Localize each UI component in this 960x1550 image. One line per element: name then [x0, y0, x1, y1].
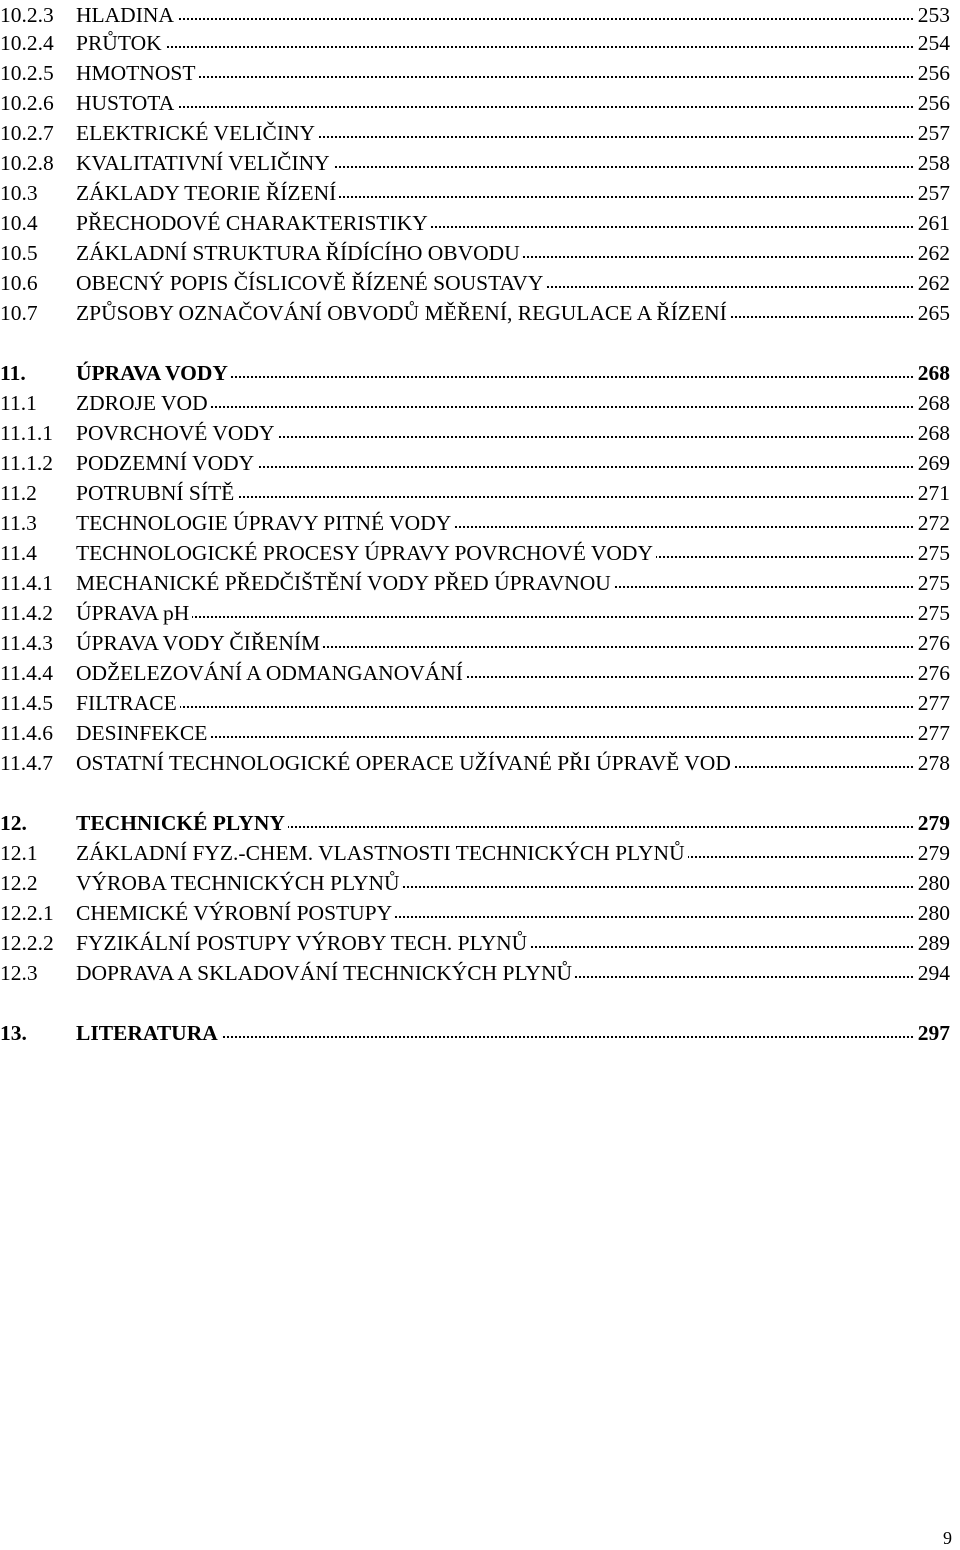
toc-entry-title: HUSTOTA [76, 88, 177, 118]
toc-entry-title: PODZEMNÍ VODY [76, 448, 257, 478]
toc-entry-page: 254 [915, 28, 950, 58]
toc-entry-page: 279 [915, 838, 950, 868]
toc-leader-dots [76, 88, 920, 108]
toc-entry-number: 11.1.2 [0, 451, 53, 475]
toc-leader-dots [76, 58, 920, 78]
toc-entry-title: DESINFEKCE [76, 718, 210, 748]
toc-entry[interactable] [0, 418, 950, 448]
toc-entry-page: 268 [915, 388, 950, 418]
toc-entry-title: MECHANICKÉ PŘEDČIŠTĚNÍ VODY PŘED ÚPRAVNOU [76, 568, 614, 598]
toc-entry-page: 256 [915, 88, 950, 118]
toc-entry-title: PŘECHODOVÉ CHARAKTERISTIKY [76, 208, 431, 238]
toc-entry-page: 257 [915, 178, 950, 208]
toc-entry-title: TECHNOLOGIE ÚPRAVY PITNÉ VODY [76, 508, 454, 538]
page-number: 9 [943, 1528, 952, 1548]
toc-entry-page: 294 [915, 958, 950, 988]
toc-entry-title: OSTATNÍ TECHNOLOGICKÉ OPERACE UŽÍVANÉ PŘI ÚPRAVĚ VOD [76, 748, 734, 778]
toc-entry-number: 11.4.2 [0, 601, 53, 625]
toc-entry-title: HMOTNOST [76, 58, 198, 88]
toc-entry-title: DOPRAVA A SKLADOVÁNÍ TECHNICKÝCH PLYNŮ [76, 958, 575, 988]
toc-entry-page: 279 [915, 808, 950, 838]
toc-entry-page: 257 [915, 118, 950, 148]
toc-entry-number: 12.1 [0, 841, 38, 865]
toc-entry[interactable] [0, 928, 950, 958]
toc-entry-title: ÚPRAVA VODY [76, 358, 231, 388]
toc-entry-number: 10.3 [0, 181, 38, 205]
toc-entry[interactable] [0, 58, 950, 88]
toc-entry[interactable] [0, 508, 950, 538]
toc-entry-page: 262 [915, 238, 950, 268]
toc-entry-number: 11.2 [0, 481, 37, 505]
toc-entry-page: 262 [915, 268, 950, 298]
toc-entry-page: 289 [915, 928, 950, 958]
toc-entry-number: 11.4 [0, 541, 37, 565]
toc-entry-title: HLADINA [76, 0, 177, 30]
toc-entry[interactable] [0, 148, 950, 178]
toc-entry-number: 12. [0, 811, 27, 835]
toc-entry[interactable] [0, 688, 950, 718]
toc-entry-number: 12.3 [0, 961, 38, 985]
toc-entry[interactable] [0, 388, 950, 418]
toc-entry-page: 276 [915, 658, 950, 688]
toc-entry-page: 276 [915, 628, 950, 658]
toc-entry-number: 11. [0, 361, 26, 385]
toc-entry-page: 271 [915, 478, 950, 508]
toc-entry-title: ELEKTRICKÉ VELIČINY [76, 118, 318, 148]
toc-entry[interactable] [0, 658, 950, 688]
toc-entry-title: KVALITATIVNÍ VELIČINY [76, 148, 333, 178]
toc-entry-number: 13. [0, 1021, 27, 1045]
toc-entry-number: 10.5 [0, 241, 38, 265]
toc-entry-title: TECHNICKÉ PLYNY [76, 808, 288, 838]
toc-entry[interactable] [0, 538, 950, 568]
toc-entry-title: OBECNÝ POPIS ČÍSLICOVĚ ŘÍZENÉ SOUSTAVY [76, 268, 546, 298]
toc-entry[interactable] [0, 868, 950, 898]
toc-entry[interactable] [0, 808, 950, 838]
toc-entry-title: ZPŮSOBY OZNAČOVÁNÍ OBVODŮ MĚŘENÍ, REGULACE A ŘÍZENÍ [76, 298, 730, 328]
toc-entry-page: 268 [915, 358, 950, 388]
toc-entry[interactable] [0, 118, 950, 148]
toc-entry-number: 11.4.6 [0, 721, 53, 745]
toc-entry-title: POVRCHOVÉ VODY [76, 418, 278, 448]
toc-entry-title: ZÁKLADNÍ FYZ.-CHEM. VLASTNOSTI TECHNICKÝCH PLYNŮ [76, 838, 688, 868]
toc-entry-page: 269 [915, 448, 950, 478]
toc-entry-number: 11.4.7 [0, 751, 53, 775]
toc-entry[interactable] [0, 28, 950, 58]
toc-entry-title: ÚPRAVA VODY ČIŘENÍM [76, 628, 323, 658]
toc-entry[interactable] [0, 568, 950, 598]
toc-entry[interactable] [0, 718, 950, 748]
toc-entry-number: 10.4 [0, 211, 38, 235]
toc-entry-number: 11.1.1 [0, 421, 53, 445]
toc-entry-title: ZÁKLADY TEORIE ŘÍZENÍ [76, 178, 339, 208]
toc-entry-number: 10.7 [0, 301, 38, 325]
toc-entry-number: 10.2.7 [0, 121, 54, 145]
toc-entry-page: 280 [915, 898, 950, 928]
toc-entry[interactable] [0, 88, 950, 118]
toc-entry[interactable] [0, 838, 950, 868]
toc-entry-number: 12.2.1 [0, 901, 54, 925]
toc-entry-number: 10.6 [0, 271, 38, 295]
toc-entry-title: FYZIKÁLNÍ POSTUPY VÝROBY TECH. PLYNŮ [76, 928, 530, 958]
toc-entry-number: 12.2 [0, 871, 38, 895]
toc-entry-number: 10.2.4 [0, 31, 54, 55]
toc-entry[interactable] [0, 268, 950, 298]
toc-leader-dots [76, 28, 920, 48]
toc-entry-number: 11.1 [0, 391, 37, 415]
toc-leader-dots [76, 598, 920, 618]
toc-entry[interactable] [0, 478, 950, 508]
toc-entry-page: 256 [915, 58, 950, 88]
toc-leader-dots [76, 688, 920, 708]
toc-entry-number: 11.4.3 [0, 631, 53, 655]
toc-entry-page: 258 [915, 148, 950, 178]
toc-entry-page: 297 [915, 1018, 950, 1048]
toc-entry-title: POTRUBNÍ SÍTĚ [76, 478, 237, 508]
toc-entry-title: VÝROBA TECHNICKÝCH PLYNŮ [76, 868, 403, 898]
toc-entry-page: 268 [915, 418, 950, 448]
toc-entry-title: LITERATURA [76, 1018, 221, 1048]
toc-entry-page: 280 [915, 868, 950, 898]
toc-entry[interactable] [0, 598, 950, 628]
toc-entry-page: 277 [915, 688, 950, 718]
toc-entry-number: 11.3 [0, 511, 37, 535]
toc-entry[interactable] [0, 298, 950, 328]
toc-entry-page: 265 [915, 298, 950, 328]
toc-entry-title: PRŮTOK [76, 28, 165, 58]
toc-entry-number: 11.4.5 [0, 691, 53, 715]
toc-entry[interactable] [0, 0, 950, 30]
toc-entry-page: 272 [915, 508, 950, 538]
toc-entry-page: 261 [915, 208, 950, 238]
toc-entry[interactable] [0, 898, 950, 928]
toc-entry-title: ZÁKLADNÍ STRUKTURA ŘÍDÍCÍHO OBVODU [76, 238, 523, 268]
toc-entry-title: TECHNOLOGICKÉ PROCESY ÚPRAVY POVRCHOVÉ VODY [76, 538, 656, 568]
toc-entry-page: 253 [915, 0, 950, 30]
toc-leader-dots [76, 0, 920, 20]
toc-entry-page: 275 [915, 598, 950, 628]
toc-entry-page: 277 [915, 718, 950, 748]
toc-entry-page: 275 [915, 538, 950, 568]
toc-entry[interactable] [0, 448, 950, 478]
toc-entry-number: 10.2.5 [0, 61, 54, 85]
toc-entry-number: 10.2.6 [0, 91, 54, 115]
toc-entry[interactable] [0, 358, 950, 388]
toc-entry[interactable] [0, 1018, 950, 1048]
toc-entry[interactable] [0, 178, 950, 208]
toc-entry-title: FILTRACE [76, 688, 180, 718]
toc-entry[interactable] [0, 748, 950, 778]
toc-entry[interactable] [0, 958, 950, 988]
toc-entry-title: CHEMICKÉ VÝROBNÍ POSTUPY [76, 898, 395, 928]
toc-entry-title: ODŽELEZOVÁNÍ A ODMANGANOVÁNÍ [76, 658, 466, 688]
toc-entry[interactable] [0, 628, 950, 658]
toc-entry-number: 11.4.4 [0, 661, 53, 685]
toc-entry-page: 275 [915, 568, 950, 598]
toc-entry[interactable] [0, 208, 950, 238]
toc-entry-number: 11.4.1 [0, 571, 53, 595]
toc-entry-number: 12.2.2 [0, 931, 54, 955]
toc-entry[interactable] [0, 238, 950, 268]
toc-entry-page: 278 [915, 748, 950, 778]
toc-entry-title: ZDROJE VOD [76, 388, 211, 418]
toc-entry-number: 10.2.3 [0, 3, 54, 27]
toc-entry-number: 10.2.8 [0, 151, 54, 175]
toc-entry-title: ÚPRAVA pH [76, 598, 192, 628]
